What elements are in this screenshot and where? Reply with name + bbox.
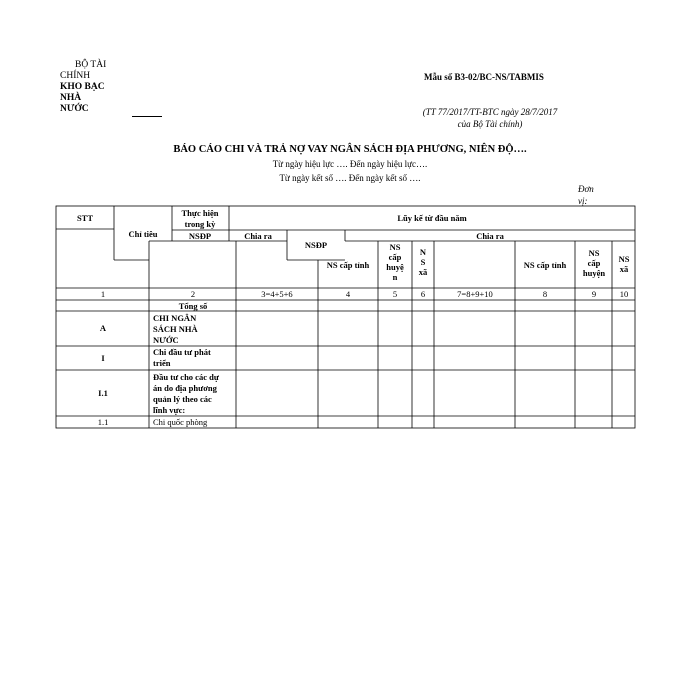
row-label: Tổng số [178, 301, 208, 311]
column-number: 1 [100, 289, 106, 299]
header-ns-cap-huyen: huyện [582, 268, 606, 278]
column-number: 7=8+9+10 [457, 289, 493, 299]
header-thuchien: Thực hiện [181, 208, 219, 218]
row-label: CHI NGÂN [153, 313, 197, 323]
column-number: 4 [345, 289, 351, 299]
unit-line: vị: [578, 196, 588, 206]
header-ns-xa: xã [418, 267, 428, 277]
row-stt: 1.1 [97, 417, 109, 427]
agency-line: KHO BẠC [60, 82, 105, 92]
table-grid [56, 206, 635, 428]
header-ns-cap-huyen: huyệ [386, 262, 404, 272]
form-number: Mẫu số B3-02/BC-NS/TABMIS [424, 72, 544, 82]
column-number: 5 [392, 289, 398, 299]
column-number: 2 [190, 289, 196, 299]
header-chia-ra: Chia ra [476, 231, 504, 241]
table-row [179, 301, 208, 311]
header-ns-cap-huyen: n [392, 272, 398, 282]
header-ns-cap-huyen: NS [389, 242, 401, 252]
row-label: lĩnh vực: [153, 405, 186, 415]
header-nsdp: NSĐP [304, 240, 328, 250]
report-subtitle: Từ ngày kết số …. Đến ngày kết số …. [279, 173, 421, 183]
agency-line: NƯỚC [60, 104, 89, 114]
row-label: Chi đầu tư phát [153, 347, 211, 357]
row-label: NƯỚC [153, 335, 179, 345]
header-luyke: Lũy kế từ đầu năm [397, 213, 467, 223]
report-title: BÁO CÁO CHI VÀ TRẢ NỢ VAY NGÂN SÁCH ĐỊA PHƯƠNG, NIÊN ĐỘ…. [173, 144, 527, 155]
header-ns-cap-huyen: NS [588, 248, 600, 258]
header-ns-cap-huyen: cấp [388, 252, 402, 262]
row-stt: I.1 [98, 388, 108, 398]
header-ns-xa: S [420, 257, 426, 267]
table-row [98, 372, 220, 415]
circular-line: (TT 77/2017/TT-BTC ngày 28/7/2017 [422, 107, 558, 117]
row-stt: I [101, 353, 105, 363]
row-label: Đầu tư cho các dự [153, 372, 219, 382]
column-number: 8 [542, 289, 548, 299]
agency-line: CHÍNH [60, 71, 91, 81]
circular-line: của Bộ Tài chính) [457, 119, 523, 129]
header-chia-ra: Chia ra [244, 231, 272, 241]
table-row [101, 347, 211, 368]
agency-line: BỘ TÀI [75, 60, 107, 70]
header-ns-cap-tinh: NS cấp tỉnh [523, 260, 567, 270]
report-subtitle: Từ ngày hiệu lực …. Đến ngày hiệu lực…. [272, 159, 428, 169]
header-chitieu: Chỉ tiêu [128, 229, 158, 239]
header-ns-cap-huyen: cấp [587, 258, 601, 268]
header-ns-cap-tinh: NS cấp tỉnh [326, 260, 370, 270]
row-label: Chi quốc phòng [153, 417, 208, 427]
agency-line: NHÀ [60, 93, 82, 103]
unit-line: Đơn [578, 184, 594, 194]
column-number: 6 [420, 289, 426, 299]
header-thuchien: trong kỳ [184, 219, 216, 229]
header-ns-xa: NS [618, 254, 630, 264]
column-number: 10 [619, 289, 629, 299]
column-number: 9 [591, 289, 597, 299]
row-label: triển [153, 358, 171, 368]
header-nsdp: NSĐP [188, 231, 212, 241]
header-ns-xa: N [419, 247, 427, 257]
header-ns-xa: xã [619, 264, 629, 274]
row-stt: A [99, 323, 107, 333]
table-row [98, 417, 208, 427]
row-label: quản lý theo các [153, 394, 212, 404]
column-number: 3=4+5+6 [261, 289, 293, 299]
row-label: SÁCH NHÀ [153, 324, 198, 334]
row-label: án do địa phương [153, 383, 217, 393]
header-stt: STT [76, 213, 94, 223]
